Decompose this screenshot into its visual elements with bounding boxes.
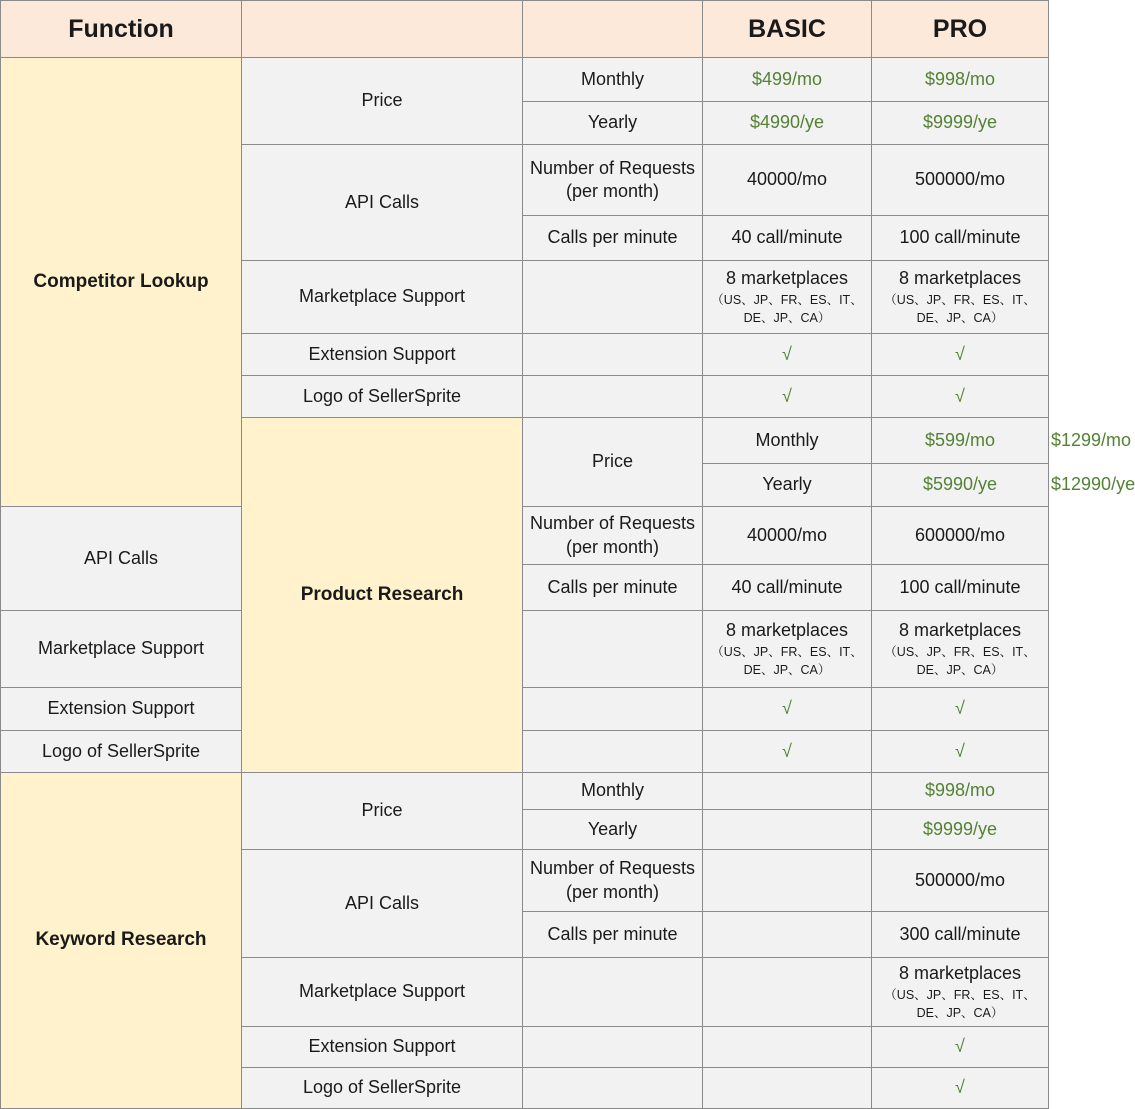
pro-requests: 600000/mo: [872, 507, 1049, 565]
empty-cell: [523, 731, 703, 773]
pro-requests: 500000/mo: [872, 850, 1049, 912]
pro-monthly-price: $998/mo: [872, 58, 1049, 102]
basic-extension-check-icon: [703, 1027, 872, 1068]
price-monthly-label: Monthly: [703, 418, 872, 464]
table-row: [1, 688, 1049, 731]
header-pro-plan: PRO: [872, 1, 1049, 58]
basic-monthly-price: $499/mo: [703, 58, 872, 102]
table-row: [1, 507, 1049, 565]
pro-calls-per-minute: 300 call/minute: [872, 912, 1049, 958]
header-row: [1, 1, 1049, 58]
marketplace-list: （US、JP、FR、ES、IT、DE、JP、CA）: [711, 292, 863, 325]
empty-cell: [523, 1027, 703, 1068]
requests-label: Number of Requests (per month): [523, 507, 703, 565]
empty-cell: [523, 958, 703, 1027]
feature-extension-support: Extension Support: [242, 334, 523, 376]
marketplace-list: （US、JP、FR、ES、IT、DE、JP、CA）: [711, 644, 863, 677]
feature-logo: Logo of SellerSprite: [242, 1068, 523, 1109]
basic-marketplace-support: [703, 958, 872, 1027]
requests-label: Number of Requests (per month): [523, 145, 703, 216]
requests-label: Number of Requests (per month): [523, 850, 703, 912]
pro-monthly-price: $998/mo: [872, 773, 1049, 810]
function-cell-product-research: Product Research: [242, 418, 523, 773]
marketplace-list: （US、JP、FR、ES、IT、DE、JP、CA）: [884, 987, 1036, 1020]
table-row: [1, 58, 1049, 102]
pro-marketplace-support: [872, 611, 1049, 688]
table-row: [1, 773, 1049, 810]
pro-logo-check-icon: √: [872, 376, 1049, 418]
marketplace-count: 8 marketplaces: [725, 620, 849, 641]
feature-marketplace-support: Marketplace Support: [242, 261, 523, 334]
pro-extension-check-icon: √: [872, 688, 1049, 731]
basic-calls-per-minute: 40 call/minute: [703, 216, 872, 261]
empty-cell: [523, 688, 703, 731]
price-yearly-label: Yearly: [523, 810, 703, 850]
marketplace-list: （US、JP、FR、ES、IT、DE、JP、CA）: [884, 292, 1036, 325]
marketplace-count: 8 marketplaces: [725, 268, 849, 289]
pro-marketplace-support: [872, 261, 1049, 334]
header-blank-2: [523, 1, 703, 58]
header-function: Function: [1, 1, 242, 58]
function-cell-keyword-research: Keyword Research: [1, 773, 242, 1109]
pro-requests: 500000/mo: [872, 145, 1049, 216]
pro-logo-check-icon: √: [872, 1068, 1049, 1109]
feature-extension-support: Extension Support: [1, 688, 242, 731]
empty-cell: [523, 261, 703, 334]
feature-api-calls: API Calls: [242, 850, 523, 958]
price-yearly-label: Yearly: [523, 102, 703, 145]
feature-extension-support: Extension Support: [242, 1027, 523, 1068]
pro-extension-check-icon: √: [872, 1027, 1049, 1068]
basic-logo-check-icon: [703, 1068, 872, 1109]
marketplace-count: 8 marketplaces: [898, 268, 1022, 289]
basic-extension-check-icon: √: [703, 688, 872, 731]
pro-calls-per-minute: 100 call/minute: [872, 216, 1049, 261]
calls-per-minute-label: Calls per minute: [523, 216, 703, 261]
empty-cell: [523, 611, 703, 688]
price-yearly-label: Yearly: [703, 464, 872, 507]
empty-cell: [523, 1068, 703, 1109]
basic-yearly-price: $5990/ye: [872, 464, 1049, 507]
basic-requests: 40000/mo: [703, 145, 872, 216]
table-row: Product Research Price Monthly $599/mo $1299/mo: [1, 418, 1049, 464]
feature-price: Price: [523, 418, 703, 507]
basic-logo-check-icon: √: [703, 376, 872, 418]
basic-marketplace-support: [703, 261, 872, 334]
pro-logo-check-icon: √: [872, 731, 1049, 773]
pro-yearly-price: $9999/ye: [872, 102, 1049, 145]
pro-calls-per-minute: 100 call/minute: [872, 565, 1049, 611]
basic-requests: [703, 850, 872, 912]
basic-monthly-price: [703, 773, 872, 810]
feature-price: Price: [242, 773, 523, 850]
basic-extension-check-icon: √: [703, 334, 872, 376]
table-row: [1, 731, 1049, 773]
price-monthly-label: Monthly: [523, 773, 703, 810]
marketplace-count: 8 marketplaces: [898, 963, 1022, 984]
feature-marketplace-support: Marketplace Support: [242, 958, 523, 1027]
feature-api-calls: API Calls: [1, 507, 242, 611]
basic-yearly-price: [703, 810, 872, 850]
feature-api-calls: API Calls: [242, 145, 523, 261]
table-row: [1, 611, 1049, 688]
pro-yearly-price: $9999/ye: [872, 810, 1049, 850]
marketplace-list: （US、JP、FR、ES、IT、DE、JP、CA）: [884, 644, 1036, 677]
header-basic-plan: BASIC: [703, 1, 872, 58]
pro-extension-check-icon: √: [872, 334, 1049, 376]
empty-cell: [523, 334, 703, 376]
feature-price: Price: [242, 58, 523, 145]
marketplace-count: 8 marketplaces: [898, 620, 1022, 641]
header-blank-1: [242, 1, 523, 58]
basic-requests: 40000/mo: [703, 507, 872, 565]
calls-per-minute-label: Calls per minute: [523, 912, 703, 958]
basic-yearly-price: $4990/ye: [703, 102, 872, 145]
feature-marketplace-support: Marketplace Support: [1, 611, 242, 688]
empty-cell: [523, 376, 703, 418]
pro-marketplace-support: [872, 958, 1049, 1027]
price-monthly-label: Monthly: [523, 58, 703, 102]
calls-per-minute-label: Calls per minute: [523, 565, 703, 611]
basic-marketplace-support: [703, 611, 872, 688]
basic-calls-per-minute: 40 call/minute: [703, 565, 872, 611]
basic-logo-check-icon: √: [703, 731, 872, 773]
basic-calls-per-minute: [703, 912, 872, 958]
feature-logo: Logo of SellerSprite: [242, 376, 523, 418]
feature-logo: Logo of SellerSprite: [1, 731, 242, 773]
table-row: Yearly $5990/ye $12990/ye: [1, 464, 1049, 507]
function-cell-competitor-lookup: Competitor Lookup: [1, 58, 242, 507]
basic-monthly-price: $599/mo: [872, 418, 1049, 464]
